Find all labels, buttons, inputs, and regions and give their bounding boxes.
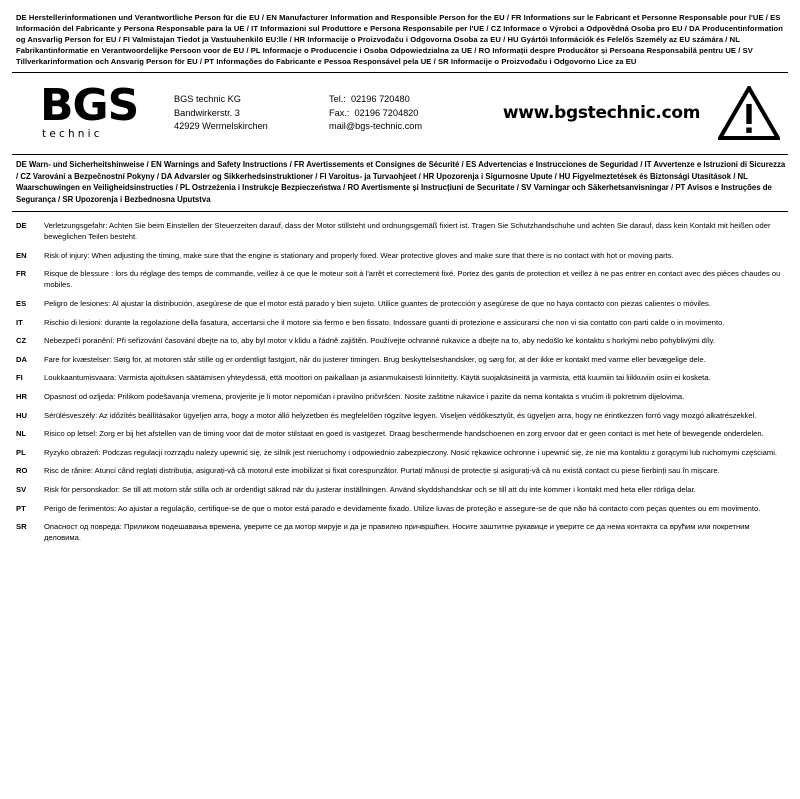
company-email: mail@bgs-technic.com (329, 121, 423, 132)
fax-value: 02196 7204820 (354, 107, 419, 118)
lang-text: Risk för personskador: Se till att motorn står stilla och är ordentligt säkrad när du justerar inställningen. Använd skyddshandskar och se till att du inte kommer i kontakt med heta eller rörliga delar. (44, 485, 696, 494)
lang-text: Sérülésveszély: Az időzítés beállításakor ügyeljen arra, hogy a motor álló helyzetben és megfelelően rögzítve legyen. Viseljen védőkesztyűt, és ügyeljen arra, hogy ne érintkezzen forró vagy mozgó alkatrészekkel. (44, 410, 757, 420)
company-city: 42929 Wermelskirchen (174, 121, 268, 132)
lang-code: IT (16, 317, 23, 327)
bgs-logo (16, 80, 166, 141)
lang-code: SR (16, 522, 27, 532)
table-row (16, 410, 786, 429)
company-street: Bandwirkerstr. 3 (174, 107, 240, 118)
lang-code: FI (16, 373, 23, 383)
table-row (16, 250, 786, 269)
tel-label: Tel.: (329, 94, 346, 105)
lang-text: Risico op letsel: Zorg er bij het afstellen van de timing voor dat de motor stilstaat en goed is vastgezet. Draag beschermende handschoenen en zorg ervoor dat er geen contact is met hete of bewegende onderdelen. (44, 429, 764, 439)
table-row (16, 465, 786, 484)
table-row (16, 268, 786, 298)
tel-value: 02196 720480 (350, 94, 410, 105)
table-row (16, 447, 786, 466)
lang-code: HU (16, 410, 27, 420)
lang-code: PL (16, 447, 26, 457)
lang-code: DA (16, 354, 27, 364)
lang-text: Risque de blessure : lors du réglage des temps de commande, veillez à ce que le moteur soit à l'arrêt et correctement fixé. Portez des gants de protection et veillez à ne pas entrer en contact avec des pièces chaudes ou mobiles. (44, 269, 781, 290)
lang-code: ES (16, 299, 27, 309)
lang-code: DE (16, 221, 27, 231)
lang-text: Loukkaantumisvaara: Varmista ajoituksen säätämisen yhteydessä, että moottori on paikallaan ja asianmukaisesti kiinnitetty. Käytä suojakäsineitä ja varmista, että kuumiin tai liikkuviin osiin ei kosketa. (44, 373, 711, 383)
table-row (16, 220, 786, 250)
table-row (16, 484, 786, 503)
fax-label: Fax.: (329, 107, 350, 118)
lang-text: Verletzungsgefahr: Achten Sie beim Einstellen der Steuerzeiten darauf, dass der Motor stillsteht und ordnungsgemäß fixiert ist. Tragen Sie Schutzhandschuhe und achten Sie darauf, dass kein Kontakt mit heißen oder beweglichen Teilen besteht. (44, 221, 771, 242)
lang-text: Опасност од повреда: Приликом подешавања времена, уверите се да мотор мирује и да је правилно причвршћен. Носите заштитне рукавице и уверите се да нема контакта са врућим или покретним деловима. (44, 522, 750, 543)
lang-code: RO (16, 466, 28, 476)
table-row (16, 335, 786, 354)
company-address (166, 93, 329, 134)
lang-text: Ryzyko obrażeń: Podczas regulacji rozrządu należy upewnić się, że silnik jest nieruchomy i odpowiednio zabezpieczony. Nosić rękawice ochronne i upewnić się, że nie ma kontaktu z gorącymi lub ruchomymi częściami. (44, 447, 777, 457)
table-row (16, 372, 786, 391)
lang-text: Fare for kvæstelser: Sørg for, at motoren står stille og er ordentligt fastgjort, når du justerer timingen. Brug beskyttelseshandsker, og sørg for, at der ikke er kontakt med varme eller bevægelige dele. (44, 354, 706, 364)
instructions-tbody (16, 220, 786, 551)
lang-text: Perigo de ferimentos: Ao ajustar a regulação, certifique-se de que o motor está parado e devidamente fixado. Utilize luvas de proteção e assegure-se de que não há contacto com peças quentes ou em movimento. (44, 503, 761, 513)
company-band (12, 73, 788, 154)
table-row (16, 391, 786, 410)
lang-code: EN (16, 250, 27, 260)
company-contact (329, 93, 489, 134)
table-row (16, 503, 786, 522)
lang-code: PT (16, 503, 26, 513)
lang-text: Nebezpečí poranění: Při seřizování časování dbejte na to, aby byl motor v klidu a řádně zajištěn. Používejte ochranné rukavice a dbejte na to, aby nedošlo ke kontaktu s horkými nebo pohyblivými díly. (44, 336, 716, 346)
instructions-block (12, 212, 788, 551)
lang-code: FR (16, 269, 27, 279)
lang-text: Risk of injury: When adjusting the timing, make sure that the engine is stationary and properly fixed. Wear protective gloves and make sure that there is no contact with hot or moving parts. (44, 250, 674, 260)
warning-triangle-icon (708, 86, 784, 140)
company-tel (329, 93, 489, 107)
company-name: BGS technic KG (174, 94, 241, 105)
lang-code: CZ (16, 336, 27, 346)
table-row (16, 428, 786, 447)
table-row (16, 521, 786, 551)
lang-text: Rischio di lesioni: durante la regolazione della fasatura, accertarsi che il motore sia fermo e ben fissato. Indossare guanti di protezione e assicurarsi che non vi sia contatto con parti calde o in movimento. (44, 317, 725, 327)
table-row (16, 354, 786, 373)
lang-code: HR (16, 392, 27, 402)
logo-subtitle: technic (42, 128, 103, 141)
table-row (16, 298, 786, 317)
company-website: www.bgstechnic.com (502, 103, 701, 124)
company-fax (329, 107, 489, 121)
logo-wordmark: BGS (40, 80, 139, 132)
lang-text: Risc de rănire: Atunci când reglați distribuția, asigurați-vă că motorul este imobilizat și fixat corespunzător. Purtați mănuși de protecție și asigurați-vă că nu există contact cu piese fierbinți sau în mișcare. (44, 466, 720, 476)
lang-text: Peligro de lesiones: Al ajustar la distribución, asegúrese de que el motor está parado y bien sujeto. Utilice guantes de protección y asegúrese de que no haya contacto con piezas calientes o móviles. (44, 299, 711, 309)
table-row (16, 317, 786, 336)
instructions-table (16, 220, 786, 551)
lang-code: NL (16, 429, 27, 439)
lang-code: SV (16, 485, 27, 494)
lang-text: Opasnost od ozljeda: Prilikom podešavanja vremena, provjerite je li motor nepomičan i pravilno pričvršćen. Nosite zaštitne rukavice i pazite da nema kontakta s vrućim ili pokretnim dijelovima. (44, 392, 685, 402)
manufacturer-info-langs: DE Herstellerinformationen und Verantwortliche Person für die EU / EN Manufacturer Information and Responsible Person for the EU / FR Informations sur le Fabricant et Personne Responsable pour l'UE / ES Información del Fabricante y Persona Responsable para la UE / IT Informazioni sul Produttore e Persona Responsabile per l'UE / CZ Informace o Výrobci a Odpovědná Osoba pro EU / DA Producentinformation og Ansvarlig Person for EU / FI Valmistajan Tiedot ja Vastuuhenkilö EU:lle / HR Informacije o Proizvođaču i Odgovorna Osoba za EU / HU Gyártói Információk és Felelős Személy az EU számára / NL Fabrikantinformatie en Verantwoordelijke Persoon voor de EU / PL Informacje o Producencie i Osoba Odpowiedzialna za UE / RO Informații despre Producător și Persoana Responsabilă pentru UE / SV Tillverkarinformation och Ansvarig Person för EU / PT Informações do Fabricante e Pessoa Responsável pela UE / SR Informacije o Proizvođaču i Odgovorno Lice za EU (16, 13, 783, 67)
safety-title-langs: DE Warn- und Sicherheitshinweise / EN Warnings and Safety Instructions / FR Avertissements et Consignes de Sécurité / ES Advertencias e Instrucciones de Seguridad / IT Avvertenze e Istruzioni di Sicurezza / CZ Varování a Bezpečnostní Pokyny / DA Advarsler og Sikkerhedsinstruktioner / FI Varoitus- ja Turvaohjeet / HR Upozorenja i Sigurnosne Upute / HU Figyelmeztetések és Biztonsági Utasítások / NL Waarschuwingen en Veiligheidsinstructies / PL Ostrzeżenia i Instrukcje Bezpieczeństwa / RO Avertismente și Instrucțiuni de Securitate / SV Varningar och Säkerhetsanvisningar / PT Avisos e Instruções de Segurança / SR Upozorenja i Bezbednosna Uputstva (16, 160, 786, 204)
